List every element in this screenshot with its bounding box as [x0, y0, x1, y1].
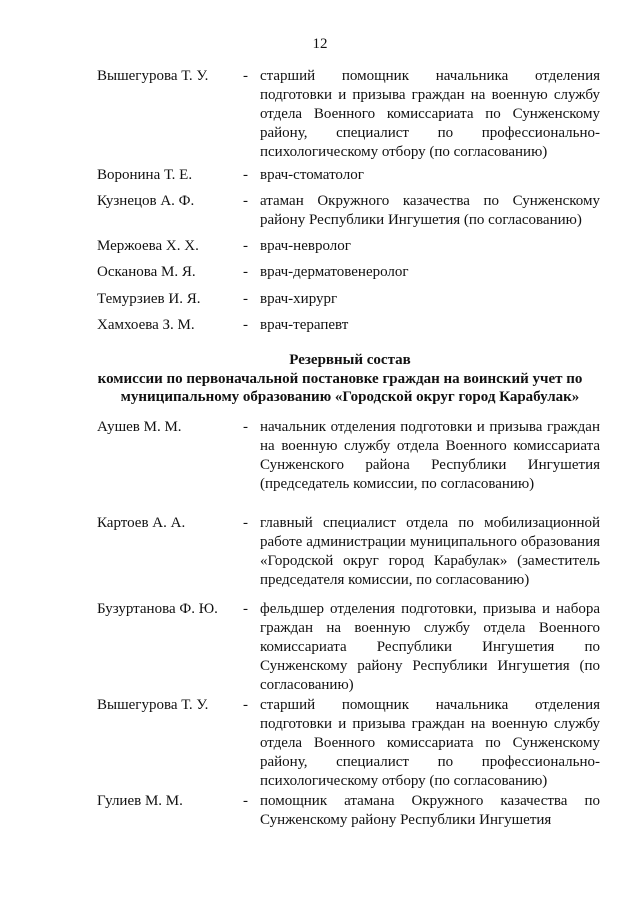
member-name: Воронина Т. Е.: [97, 167, 193, 183]
member-role: врач-дерматовенеролог: [260, 264, 409, 280]
member-name: Кузнецов А. Ф.: [97, 193, 195, 209]
dash-separator: -: [243, 167, 248, 183]
member-role: старший помощник начальника отделения подготовки и призыва граждан на военную службу отдела Военного комиссариата по Сунженскому району, специалист по профессионально-психологическому отбору (по согласованию): [260, 697, 600, 789]
member-name: Картоев А. А.: [97, 515, 186, 531]
member-name: Мержоева Х. Х.: [97, 238, 199, 254]
dash-separator: -: [243, 515, 248, 531]
dash-separator: -: [243, 793, 248, 809]
member-role: врач-терапевт: [260, 317, 349, 333]
member-name: Темурзиев И. Я.: [97, 291, 201, 307]
member-name: Гулиев М. М.: [97, 793, 183, 809]
member-name: Вышегурова Т. У.: [97, 697, 209, 713]
section-heading-subtitle: муниципальному образованию «Городской округ город Карабулак»: [120, 389, 580, 405]
member-name: Вышегурова Т. У.: [97, 68, 209, 84]
member-role: помощник атамана Окружного казачества по Сунженскому району Республики Ингушетия: [260, 793, 600, 828]
section-heading-subtitle: комиссии по первоначальной постановке граждан на воинский учет по: [97, 371, 583, 387]
dash-separator: -: [243, 601, 248, 617]
member-name: Хамхоева З. М.: [97, 317, 195, 333]
member-name: Бузуртанова Ф. Ю.: [97, 601, 218, 617]
member-role: главный специалист отдела по мобилизационной работе администрации муниципального образования «Городской округ город Карабулак» (заместитель председателя комиссии, по согласованию): [260, 515, 600, 588]
dash-separator: -: [243, 317, 248, 333]
dash-separator: -: [243, 238, 248, 254]
dash-separator: -: [243, 291, 248, 307]
member-role: фельдшер отделения подготовки, призыва и набора граждан на военную службу отдела Военного комиссариата Республики Ингушетия по Сунженскому району Республики Ингушетия (по согласованию): [260, 601, 600, 693]
page-number: 12: [312, 36, 328, 52]
member-name: Осканова М. Я.: [97, 264, 196, 280]
dash-separator: -: [243, 697, 248, 713]
member-role: врач-хирург: [260, 291, 338, 307]
member-name: Аушев М. М.: [97, 419, 182, 435]
member-role: атаман Окружного казачества по Сунженскому району Республики Ингушетия (по согласованию): [260, 193, 600, 228]
member-role: начальник отделения подготовки и призыва граждан на военную службу отдела Военного комиссариата Сунженского района Республики Ингушетия (председатель комиссии, по согласованию): [260, 419, 600, 492]
member-role: врач-стоматолог: [260, 167, 364, 183]
section-heading-title: Резервный состав: [289, 352, 411, 368]
member-role: старший помощник начальника отделения подготовки и призыва граждан на военную службу отдела Военного комиссариата по Сунженскому району, специалист по профессионально-психологическому отбору (по согласованию): [260, 68, 600, 160]
dash-separator: -: [243, 68, 248, 84]
dash-separator: -: [243, 193, 248, 209]
member-role: врач-невролог: [260, 238, 351, 254]
dash-separator: -: [243, 419, 248, 435]
dash-separator: -: [243, 264, 248, 280]
